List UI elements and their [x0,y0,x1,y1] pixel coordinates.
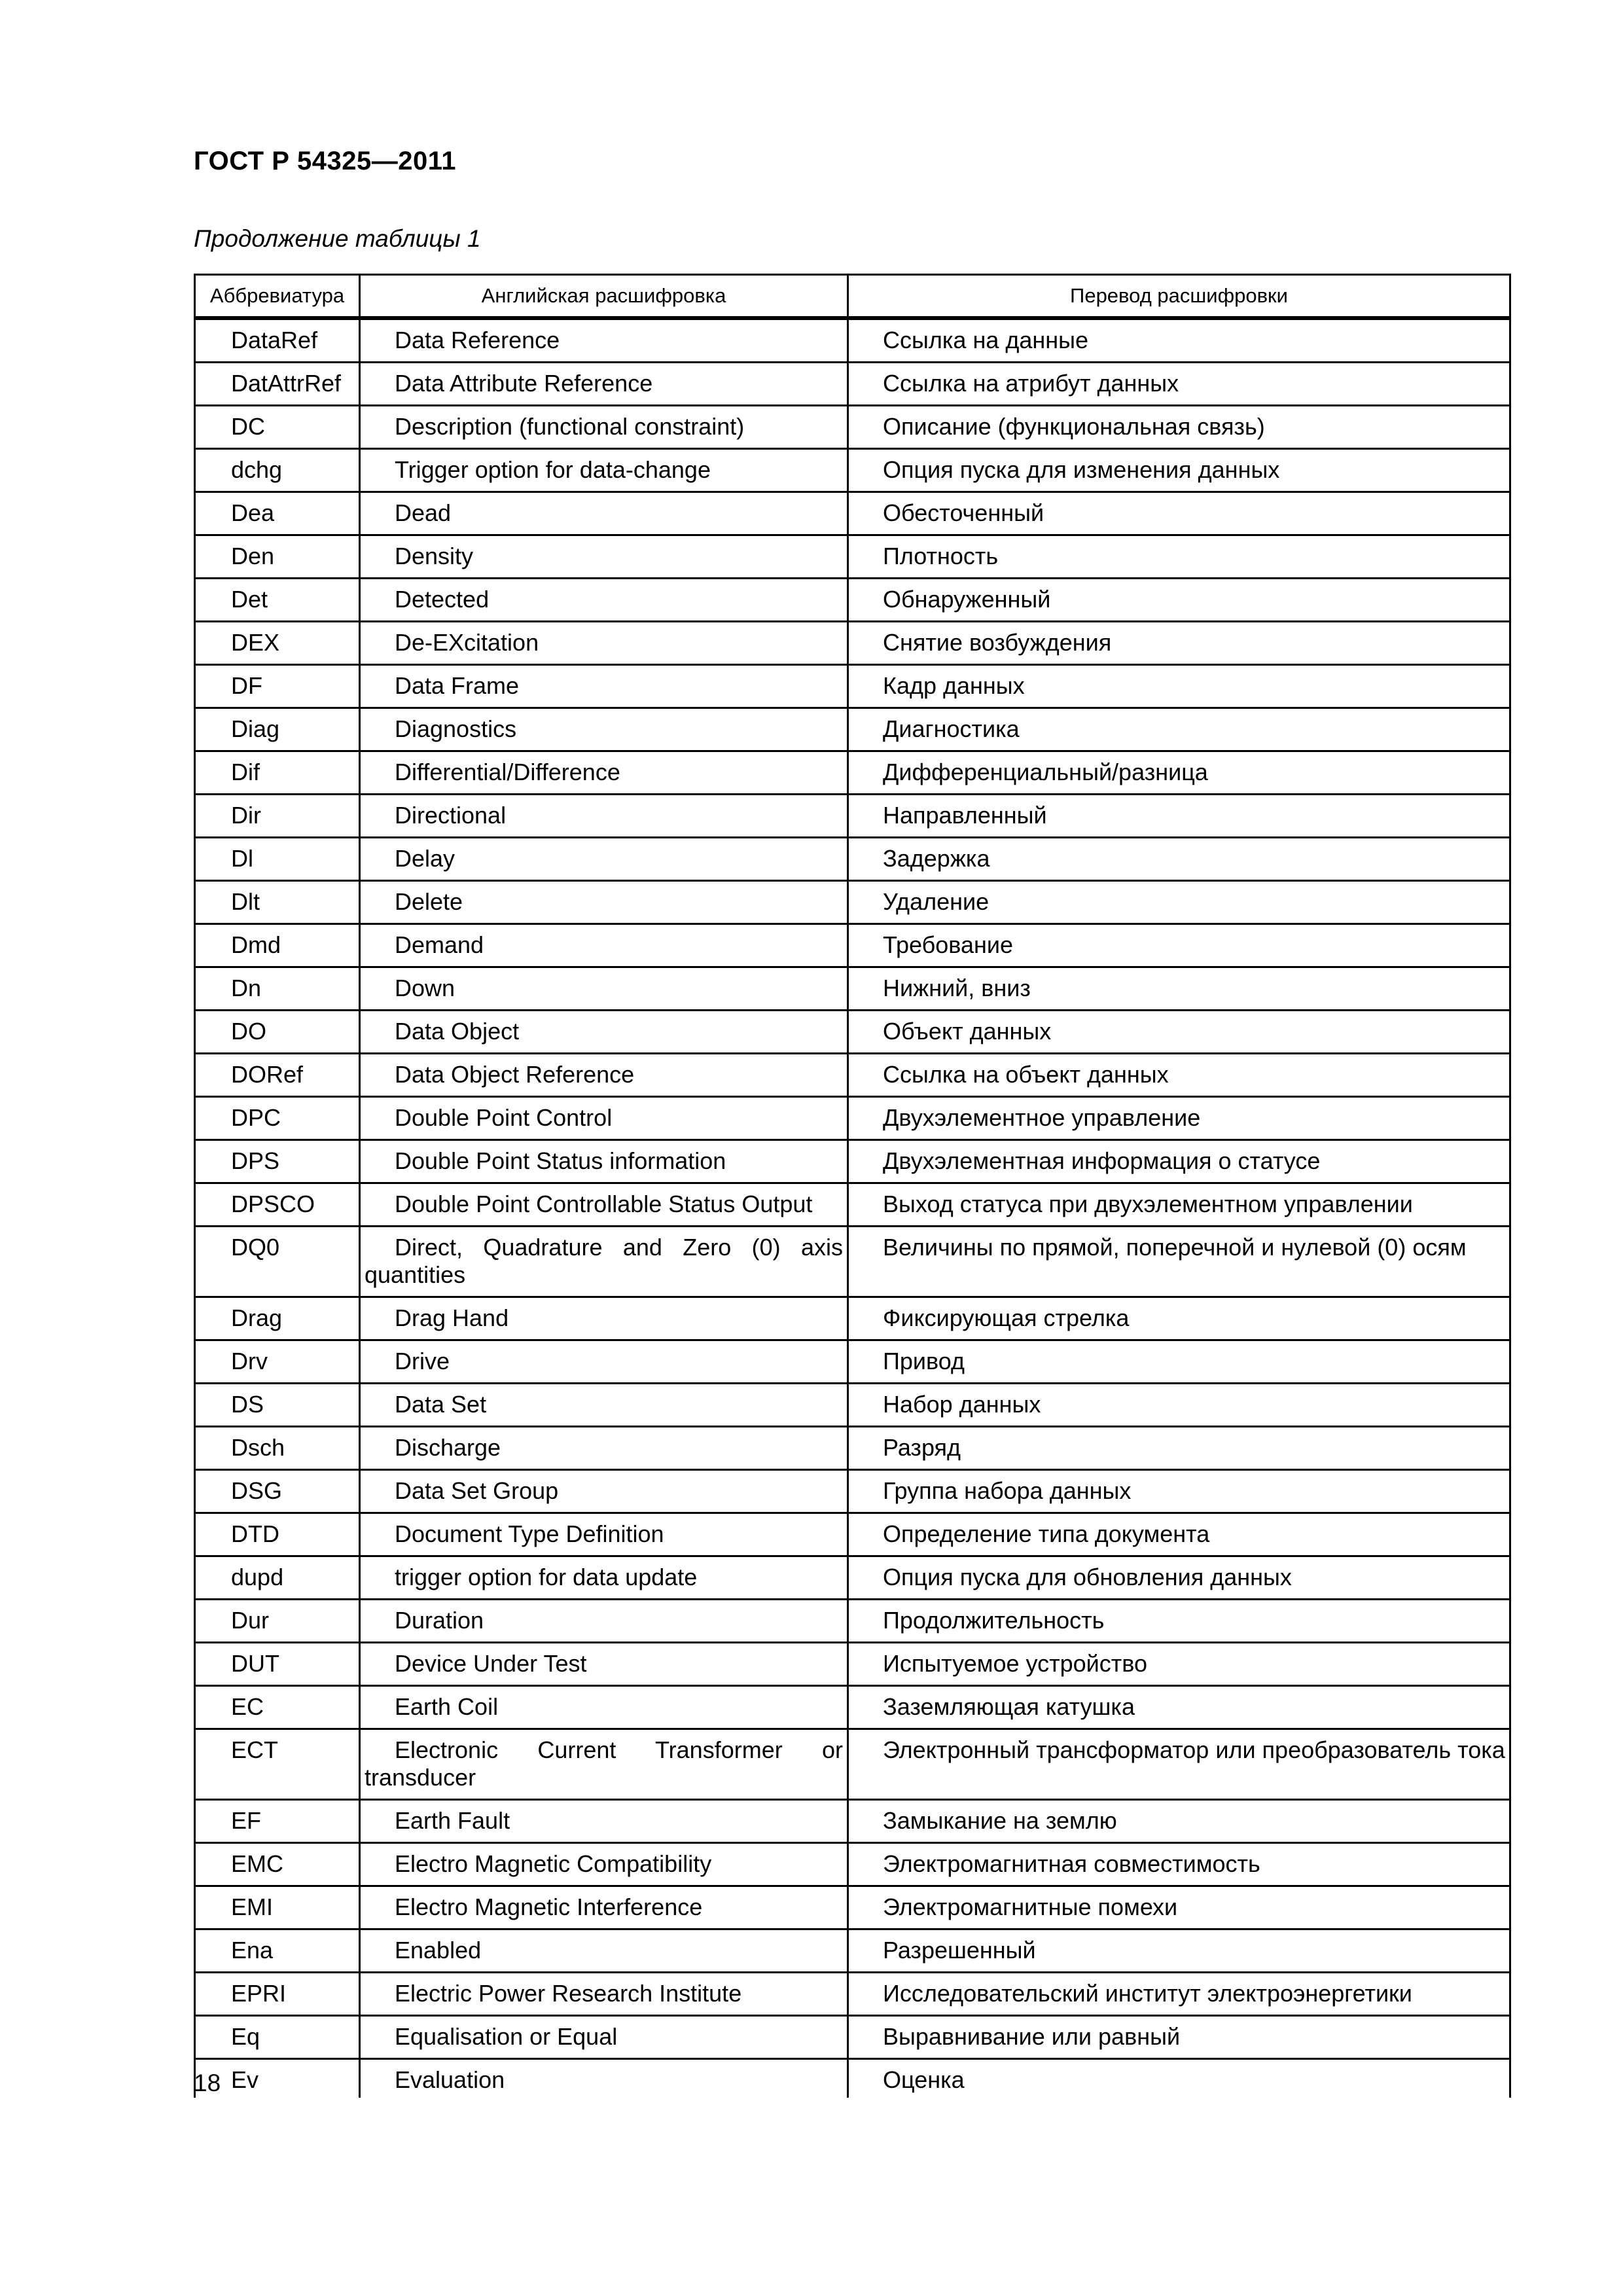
table-row [195,1843,1510,1886]
table-row [195,1729,1510,1800]
cell-translation: Набор данных [848,1384,1510,1427]
cell-english: Data Attribute Reference [360,363,848,406]
cell-translation: Исследовательский институт электроэнергетики [848,1973,1510,2016]
table-row [195,751,1510,795]
cell-abbreviation: Dn [195,967,360,1011]
cell-translation: Двухэлементное управление [848,1097,1510,1140]
table-row [195,967,1510,1011]
cell-abbreviation: DPSCO [195,1183,360,1227]
cell-translation: Фиксирующая стрелка [848,1297,1510,1340]
cell-translation: Группа набора данных [848,1470,1510,1513]
table-row [195,1054,1510,1097]
cell-abbreviation: DF [195,665,360,708]
cell-english: Electronic Current Transformer or transducer [360,1729,848,1800]
cell-translation: Ссылка на данные [848,318,1510,363]
table-row [195,1686,1510,1729]
cell-abbreviation: DO [195,1011,360,1054]
cell-abbreviation: Den [195,535,360,579]
table-row [195,363,1510,406]
cell-abbreviation: DQ0 [195,1227,360,1297]
column-header-translation: Перевод расшифровки [848,275,1510,319]
cell-abbreviation: EC [195,1686,360,1729]
cell-abbreviation: DC [195,406,360,449]
column-header-abbreviation: Аббревиатура [195,275,360,319]
table-row [195,1140,1510,1183]
table-row [195,881,1510,924]
cell-english: Data Object [360,1011,848,1054]
cell-translation: Разрешенный [848,1929,1510,1973]
cell-english: Down [360,967,848,1011]
table-row [195,665,1510,708]
cell-translation: Описание (функциональная связь) [848,406,1510,449]
cell-abbreviation: dupd [195,1556,360,1600]
cell-translation: Выход статуса при двухэлементном управлении [848,1183,1510,1227]
table-row [195,1929,1510,1973]
table-caption: Продолжение таблицы 1 [194,225,481,252]
table-row [195,1886,1510,1929]
cell-translation: Обнаруженный [848,579,1510,622]
table-row [195,708,1510,751]
cell-translation: Оценка [848,2059,1510,2098]
cell-abbreviation: ECT [195,1729,360,1800]
cell-translation: Электромагнитные помехи [848,1886,1510,1929]
cell-abbreviation: DPC [195,1097,360,1140]
cell-abbreviation: EMC [195,1843,360,1886]
table-row [195,1097,1510,1140]
cell-abbreviation: Ena [195,1929,360,1973]
cell-english: Delete [360,881,848,924]
cell-abbreviation: EMI [195,1886,360,1929]
cell-abbreviation: Eq [195,2016,360,2059]
cell-english: Dead [360,492,848,535]
cell-translation: Нижний, вниз [848,967,1510,1011]
cell-abbreviation: EF [195,1800,360,1843]
cell-translation: Двухэлементная информация о статусе [848,1140,1510,1183]
cell-english: trigger option for data update [360,1556,848,1600]
cell-translation: Опция пуска для изменения данных [848,449,1510,492]
cell-translation: Направленный [848,795,1510,838]
cell-abbreviation: DatAttrRef [195,363,360,406]
table-header [195,275,1510,319]
table-row [195,2059,1510,2098]
cell-abbreviation: Drv [195,1340,360,1384]
cell-english: Equalisation or Equal [360,2016,848,2059]
table-row [195,1427,1510,1470]
table-row [195,795,1510,838]
cell-english: Enabled [360,1929,848,1973]
cell-translation: Электромагнитная совместимость [848,1843,1510,1886]
cell-translation: Кадр данных [848,665,1510,708]
table-row [195,1513,1510,1556]
cell-abbreviation: DSG [195,1470,360,1513]
cell-abbreviation: DORef [195,1054,360,1097]
cell-translation: Замыкание на землю [848,1800,1510,1843]
table-row [195,1384,1510,1427]
cell-english: Delay [360,838,848,881]
cell-translation: Ссылка на объект данных [848,1054,1510,1097]
table-row [195,1973,1510,2016]
cell-english: Demand [360,924,848,967]
cell-translation: Определение типа документа [848,1513,1510,1556]
cell-english: Data Set Group [360,1470,848,1513]
cell-abbreviation: Drag [195,1297,360,1340]
table-row [195,1600,1510,1643]
cell-english: Duration [360,1600,848,1643]
table-row [195,924,1510,967]
cell-abbreviation: DUT [195,1643,360,1686]
cell-english: Directional [360,795,848,838]
cell-english: Document Type Definition [360,1513,848,1556]
cell-translation: Привод [848,1340,1510,1384]
cell-english: Evaluation [360,2059,848,2098]
cell-translation: Электронный трансформатор или преобразователь тока [848,1729,1510,1800]
cell-english: Data Frame [360,665,848,708]
cell-english: Earth Fault [360,1800,848,1843]
cell-translation: Ссылка на атрибут данных [848,363,1510,406]
cell-english: Earth Coil [360,1686,848,1729]
cell-abbreviation: DEX [195,622,360,665]
cell-abbreviation: DS [195,1384,360,1427]
cell-english: Discharge [360,1427,848,1470]
cell-translation: Плотность [848,535,1510,579]
cell-abbreviation: DTD [195,1513,360,1556]
cell-abbreviation: Det [195,579,360,622]
cell-translation: Величины по прямой, поперечной и нулевой (0) осям [848,1227,1510,1297]
cell-abbreviation: dchg [195,449,360,492]
table-row [195,492,1510,535]
cell-abbreviation: Dur [195,1600,360,1643]
abbreviation-table [194,274,1511,2098]
cell-abbreviation: Dlt [195,881,360,924]
cell-english: Data Set [360,1384,848,1427]
page-number: 18 [194,2070,221,2096]
table-row [195,1183,1510,1227]
cell-english: Description (functional constraint) [360,406,848,449]
table-row [195,1297,1510,1340]
cell-abbreviation: Dl [195,838,360,881]
cell-translation: Требование [848,924,1510,967]
column-header-english: Английская расшифровка [360,275,848,319]
cell-abbreviation: Dsch [195,1427,360,1470]
cell-english: Density [360,535,848,579]
cell-english: Data Object Reference [360,1054,848,1097]
table-row [195,318,1510,363]
table-row [195,1556,1510,1600]
table-row [195,2016,1510,2059]
cell-english: Double Point Status information [360,1140,848,1183]
cell-abbreviation: Ev [195,2059,360,2098]
cell-english: Electro Magnetic Interference [360,1886,848,1929]
cell-abbreviation: Dif [195,751,360,795]
cell-english: Diagnostics [360,708,848,751]
cell-english: Trigger option for data-change [360,449,848,492]
cell-english: Electric Power Research Institute [360,1973,848,2016]
table-row [195,406,1510,449]
table-body [195,318,1510,2098]
table-row [195,1011,1510,1054]
table-row [195,838,1510,881]
cell-abbreviation: Dir [195,795,360,838]
cell-translation: Обесточенный [848,492,1510,535]
cell-abbreviation: DPS [195,1140,360,1183]
cell-translation: Объект данных [848,1011,1510,1054]
table-row [195,1643,1510,1686]
cell-english: Direct, Quadrature and Zero (0) axis quantities [360,1227,848,1297]
cell-translation: Удаление [848,881,1510,924]
cell-translation: Опция пуска для обновления данных [848,1556,1510,1600]
cell-translation: Дифференциальный/разница [848,751,1510,795]
cell-translation: Диагностика [848,708,1510,751]
cell-english: Drag Hand [360,1297,848,1340]
cell-abbreviation: EPRI [195,1973,360,2016]
table-row [195,622,1510,665]
standard-id: ГОСТ Р 54325—2011 [194,147,456,175]
table-row [195,1470,1510,1513]
cell-translation: Испытуемое устройство [848,1643,1510,1686]
cell-english: Electro Magnetic Compatibility [360,1843,848,1886]
cell-abbreviation: Dea [195,492,360,535]
table-row [195,535,1510,579]
cell-abbreviation: DataRef [195,318,360,363]
cell-translation: Выравнивание или равный [848,2016,1510,2059]
cell-abbreviation: Diag [195,708,360,751]
cell-english: Device Under Test [360,1643,848,1686]
cell-translation: Заземляющая катушка [848,1686,1510,1729]
header-row [195,275,1510,319]
cell-english: Data Reference [360,318,848,363]
cell-english: Differential/Difference [360,751,848,795]
cell-english: Double Point Control [360,1097,848,1140]
cell-abbreviation: Dmd [195,924,360,967]
cell-translation: Разряд [848,1427,1510,1470]
cell-translation: Снятие возбуждения [848,622,1510,665]
table-row [195,1340,1510,1384]
cell-translation: Продолжительность [848,1600,1510,1643]
cell-english: Detected [360,579,848,622]
table-row [195,1800,1510,1843]
cell-english: De-EXcitation [360,622,848,665]
table-row [195,579,1510,622]
cell-english: Drive [360,1340,848,1384]
table-row [195,449,1510,492]
table-row [195,1227,1510,1297]
cell-english: Double Point Controllable Status Output [360,1183,848,1227]
cell-translation: Задержка [848,838,1510,881]
